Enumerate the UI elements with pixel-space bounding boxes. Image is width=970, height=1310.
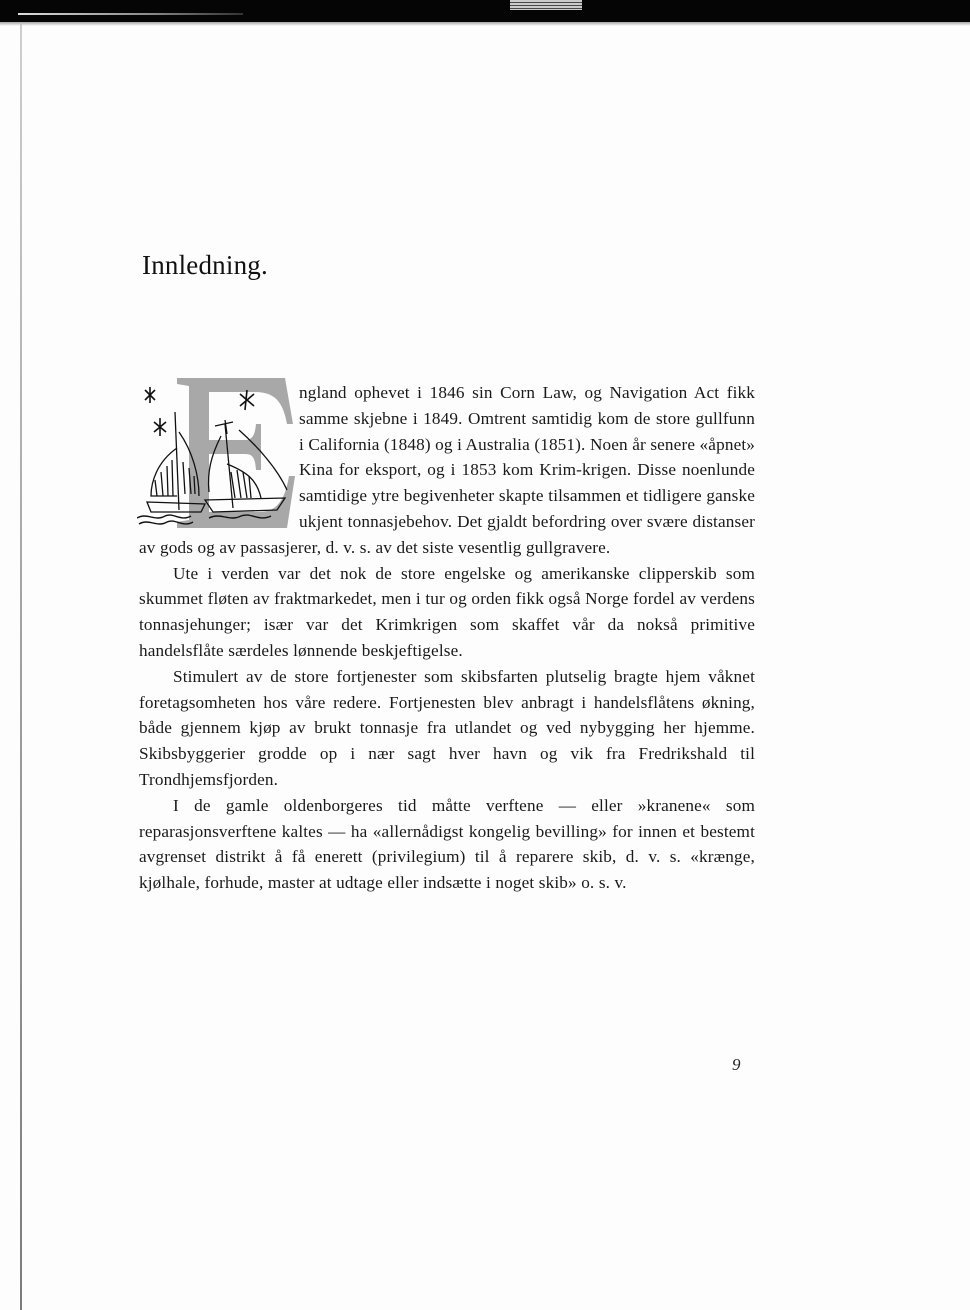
- drop-cap-space: [139, 380, 299, 534]
- paragraph: Stimulert av de store fortjenester som skibsfarten plutselig bragte hjem våknet foretagsomheten hos våre redere. Fortjenesten blev anbragt i handelsflåtens økning, både gjennem kjøp av brukt tonnasje fra utlandet og ved nybygging her hjemme. Skibsbyggerier grodde op i nær sagt hver havn og vik fra Fredrikshald til Trondhjemsfjorden.: [139, 666, 755, 789]
- paragraph: Ute i verden var det nok de store engelske og amerikanske clipperskib som skummet fløten av fraktmarkedet, men i tur og orden fikk også Norge fordel av verdens tonnasjehunger; især var det Krimkrigen som skaffet vår da nokså primitive handelsflåte særdeles lønnende beskjeftigelse.: [139, 563, 755, 660]
- paragraph: ngland ophevet i 1846 sin Corn Law, og Navigation Act fikk samme skjebne i 1849. Omtrent samtidig kom de store gullfunn i California (1848) og i Australia (1851). Noen år senere «åpnet» Kina for eksport, og i 1853 kom Krim-krigen. Disse noenlunde samtidige ytre begivenheter skapte tilsammen et tidligere ganske ukjent tonnasjebehov. Det gjaldt befordring over svære distanser av gods og av passasjerer, d. v. s. av det siste vesentlig gullgravere.: [139, 383, 756, 557]
- chapter-title: Innledning.: [142, 250, 268, 281]
- scan-streak: [18, 13, 243, 15]
- page-left-edge: [20, 22, 22, 1310]
- paragraph: I de gamle oldenborgeres tid måtte verftene — eller »kranene« som reparasjonsverftene kaltes — ha «allernådigst kongelig bevilling» for innen et bestemt avgrenset distrikt å få enerett (privilegium) til å reparere skib, d. v. s. «krænge, kjølhale, forhude, master at udtage eller indsætte i noget skib» o. s. v.: [139, 795, 755, 893]
- body-text: [139, 380, 755, 896]
- scan-shadow: [0, 22, 970, 26]
- scan-glare: [510, 0, 582, 10]
- page-number: 9: [732, 1055, 741, 1074]
- scan-top-border: [0, 0, 970, 22]
